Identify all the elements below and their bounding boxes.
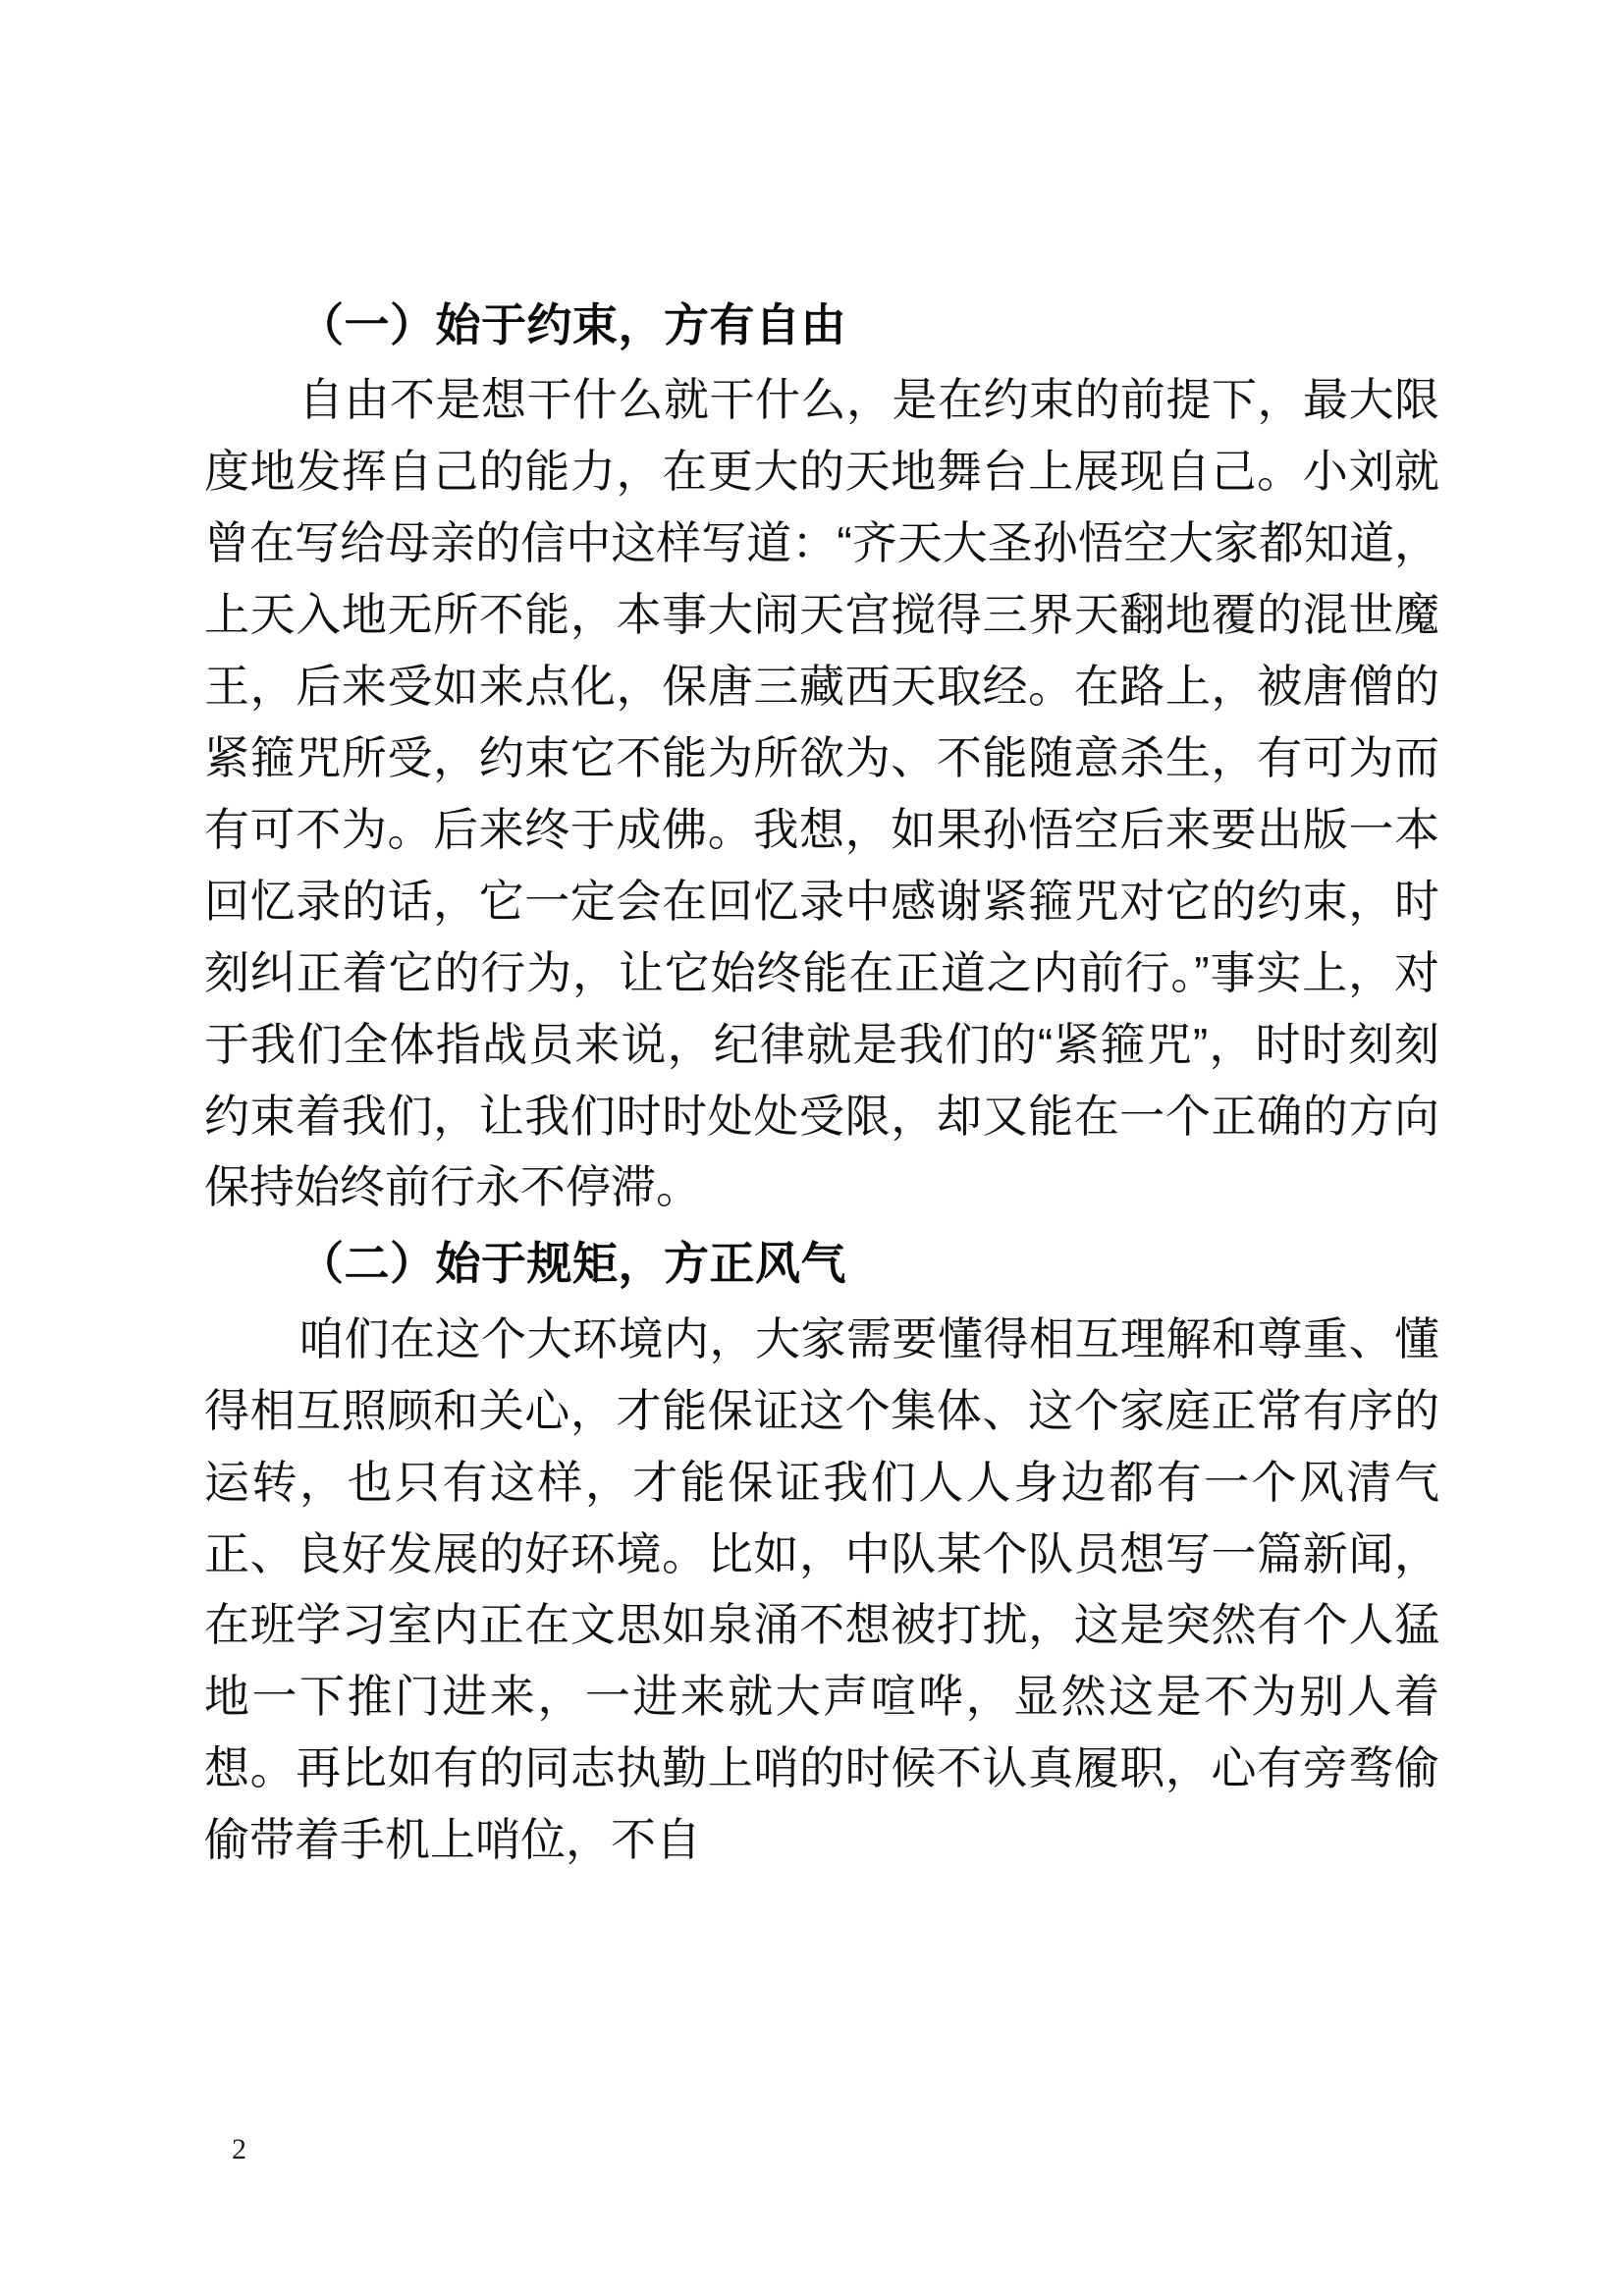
document-body [204, 294, 1439, 1876]
section-paragraph-2: 咱们在这个大环境内，大家需要懂得相互理解和尊重、懂得相互照顾和关心，才能保证这个集体、这个家庭正常有序的运转，也只有这样，才能保证我们人人身边都有一个风清气正、良好发展的好环境。比如，中队某个队员想写一篇新闻，在班学习室内正在文思如泉涌不想被打扰，这是突然有个人猛地一下推门进来，一进来就大声喧哗，显然这是不为别人着想。再比如有的同志执勤上哨的时候不认真履职，心有旁骛偷偷带着手机上哨位，不自 [204, 1312, 1439, 1866]
page-number: 2 [232, 2133, 246, 2165]
section-heading-1: （一）始于约束，方有自由 [298, 299, 846, 350]
section-paragraph-1: 自由不是想干什么就干什么，是在约束的前提下，最大限度地发挥自己的能力，在更大的天地舞台上展现自己。小刘就曾在写给母亲的信中这样写道：“齐天大圣孙悟空大家都知道，上天入地无所不能，本事大闹天宫搅得三界天翻地覆的混世魔王，后来受如来点化，保唐三藏西天取经。在路上，被唐僧的紧箍咒所受，约束它不能为所欲为、不能随意杀生，有可为而有可不为。后来终于成佛。我想，如果孙悟空后来要出版一本回忆录的话，它一定会在回忆录中感谢紧箍咒对它的约束，时刻纠正着它的行为，让它始终能在正道之内前行。”事实上，对于我们全体指战员来说，纪律就是我们的“紧箍咒”，时时刻刻约束着我们，让我们时时处处受限，却又能在一个正确的方向保持始终前行永不停滞。 [204, 374, 1439, 1213]
section-heading-2: （二）始于规矩，方正风气 [298, 1238, 846, 1290]
